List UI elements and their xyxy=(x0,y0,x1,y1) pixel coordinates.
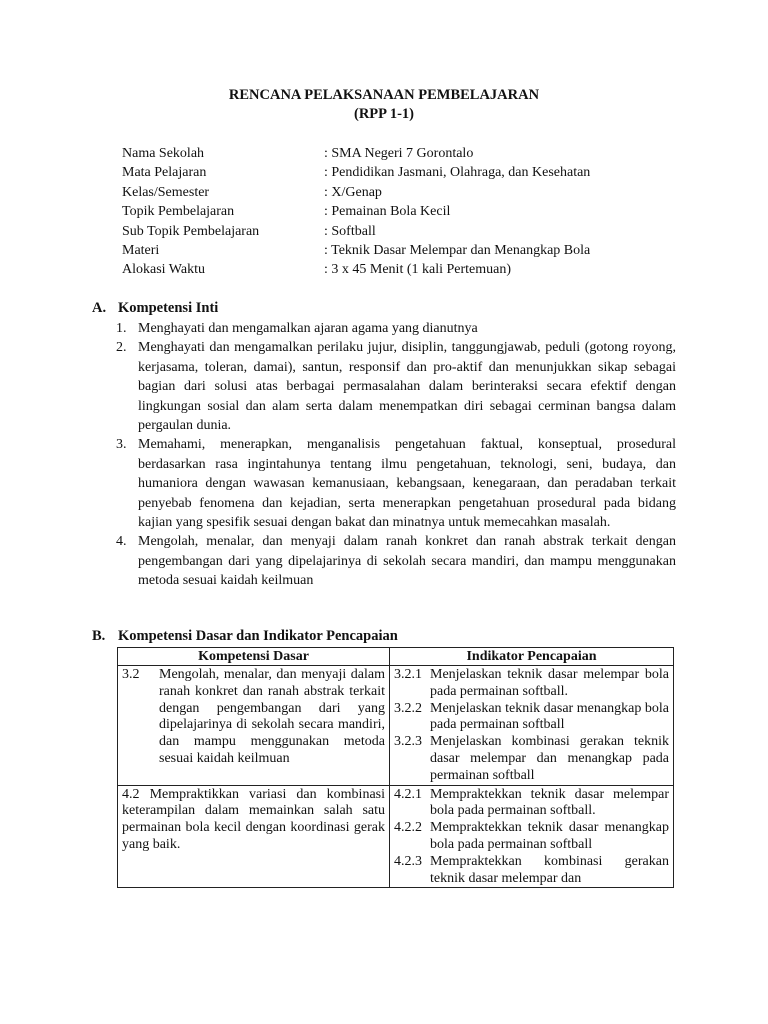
list-text: Menghayati dan mengamalkan perilaku jujur, disiplin, tanggungjawab, peduli (gotong royong, kerjasama, toleran, damai), santun, responsif dan pro-aktif dan menunjukkan sikap sebagai bagian dari solusi atas berbagai permasalahan dalam berinteraksi secara efektif dengan lingkungan sosial dan alam serta dalam menempatkan diri sebagai cerminan bangsa dalam pergaulan dunia. xyxy=(138,340,676,434)
info-value: : Softball xyxy=(324,223,376,239)
indicator-item xyxy=(394,701,669,735)
kd-cell xyxy=(118,666,390,786)
indicator-number: 3.2.2 xyxy=(394,700,422,716)
indicator-item xyxy=(394,787,669,821)
info-row-subtopic xyxy=(122,222,682,241)
list-number: 4. xyxy=(116,534,127,550)
list-item xyxy=(116,338,676,435)
indicator-item xyxy=(394,854,669,888)
list-number: 1. xyxy=(116,321,127,336)
kompetensi-inti-list xyxy=(116,319,676,591)
list-number: 3. xyxy=(116,437,127,453)
list-text: Memahami, menerapkan, menganalisis pengetahuan faktual, konseptual, prosedural berdasarkan rasa ingintahunya tentang ilmu pengetahuan, teknologi, seni, budaya, dan humaniora dengan wawasan kemanusiaan, kebangsaan, kenegaraan, dan peradaban terkait penyebab fenomena dan kejadian, serta menerapkan pengetahuan prosedural pada bidang kajian yang spesifik sesuai dengan bakat dan minatnya untuk memecahkan masalah. xyxy=(138,437,676,531)
kd-cell xyxy=(118,785,390,888)
info-row-material xyxy=(122,241,682,260)
table-header-row xyxy=(118,648,674,666)
info-value: : SMA Negeri 7 Gorontalo xyxy=(324,146,474,161)
indicator-text: Menjelaskan teknik dasar menangkap bola pada permainan softball xyxy=(430,700,669,733)
indicator-cell xyxy=(390,666,674,786)
info-label: Alokasi Waktu xyxy=(122,262,205,278)
kd-text: Mengolah, menalar, dan menyaji dalam ranah konkret dan ranah abstrak terkait dengan pengembangan dari yang dipelajarinya di sekolah secara mandiri, dan mampu menggunakan metoda sesuai kaidah keilmuan xyxy=(159,667,385,766)
info-value: : X/Genap xyxy=(324,184,382,200)
list-number: 2. xyxy=(116,340,127,356)
indicator-text: Menjelaskan kombinasi gerakan teknik dasar melempar dan menangkap pada permainan softball xyxy=(430,734,669,783)
info-value: : Pendidikan Jasmani, Olahraga, dan Kesehatan xyxy=(324,165,591,181)
kd-entry xyxy=(122,787,385,854)
info-row-class xyxy=(122,183,682,202)
info-label: Kelas/Semester xyxy=(122,184,210,200)
kd-text: Mempraktikkan variasi dan kombinasi keterampilan dalam memainkan salah satu permainan bola kecil dengan koordinasi gerak yang baik. xyxy=(122,786,385,852)
document-title: RENCANA PELAKSANAAN PEMBELAJARAN xyxy=(228,87,540,103)
indicator-item xyxy=(394,734,669,784)
kd-number: 4.2 xyxy=(122,786,140,802)
indicator-number: 3.2.1 xyxy=(394,667,422,682)
section-b-heading xyxy=(92,628,398,645)
indicator-item xyxy=(394,667,669,701)
indicator-number: 3.2.3 xyxy=(394,734,422,750)
column-header-indikator: Indikator Pencapaian xyxy=(390,648,674,666)
kd-entry xyxy=(122,667,385,768)
table-row xyxy=(118,785,674,888)
competency-table xyxy=(117,647,674,888)
list-text: Mengolah, menalar, dan menyaji dalam ranah konkret dan ranah abstrak terkait dengan pengembangan dari yang dipelajarinya di sekolah secara mandiri, dan mampu menggunakan metoda sesuai kaidah keilmuan xyxy=(138,534,676,589)
info-row-topic xyxy=(122,202,682,221)
school-info-block xyxy=(122,144,682,280)
list-item xyxy=(116,435,676,532)
section-letter: B. xyxy=(92,628,106,644)
info-row-school xyxy=(122,144,682,163)
list-item xyxy=(116,532,676,590)
section-title: Kompetensi Inti xyxy=(118,300,219,316)
indicator-text: Mempraktekkan kombinasi gerakan teknik dasar melempar dan xyxy=(430,853,669,886)
info-value: : 3 x 45 Menit (1 kali Pertemuan) xyxy=(324,262,512,278)
list-text: Menghayati dan mengamalkan ajaran agama yang dianutnya xyxy=(138,321,478,336)
info-label: Topik Pembelajaran xyxy=(122,204,235,220)
section-a-heading xyxy=(92,300,218,317)
indicator-text: Mempraktekkan teknik dasar menangkap bola pada permainan softball xyxy=(430,820,669,852)
column-header-kompetensi-dasar: Kompetensi Dasar xyxy=(118,648,390,666)
indicator-text: Mempraktekkan teknik dasar melempar bola pada permainan softball. xyxy=(430,786,669,819)
indicator-item xyxy=(394,820,669,854)
info-label: Mata Pelajaran xyxy=(122,165,207,181)
section-title: Kompetensi Dasar dan Indikator Pencapaian xyxy=(118,628,398,644)
indicator-number: 4.2.2 xyxy=(394,820,422,836)
section-letter: A. xyxy=(92,300,107,316)
info-label: Sub Topik Pembelajaran xyxy=(122,223,260,239)
document-subtitle: (RPP 1-1) xyxy=(354,106,414,122)
info-label: Materi xyxy=(122,242,160,258)
indicator-number: 4.2.1 xyxy=(394,786,422,802)
table-row xyxy=(118,666,674,786)
info-label: Nama Sekolah xyxy=(122,146,205,161)
list-item xyxy=(116,319,676,338)
info-row-subject xyxy=(122,163,682,182)
indicator-cell xyxy=(390,785,674,888)
info-value: : Teknik Dasar Melempar dan Menangkap Bola xyxy=(324,242,591,258)
indicator-text: Menjelaskan teknik dasar melempar bola pada permainan softball. xyxy=(430,667,669,699)
indicator-number: 4.2.3 xyxy=(394,853,422,869)
info-value: : Pemainan Bola Kecil xyxy=(324,204,451,220)
kd-number: 3.2 xyxy=(122,667,140,682)
info-row-time xyxy=(122,260,682,279)
